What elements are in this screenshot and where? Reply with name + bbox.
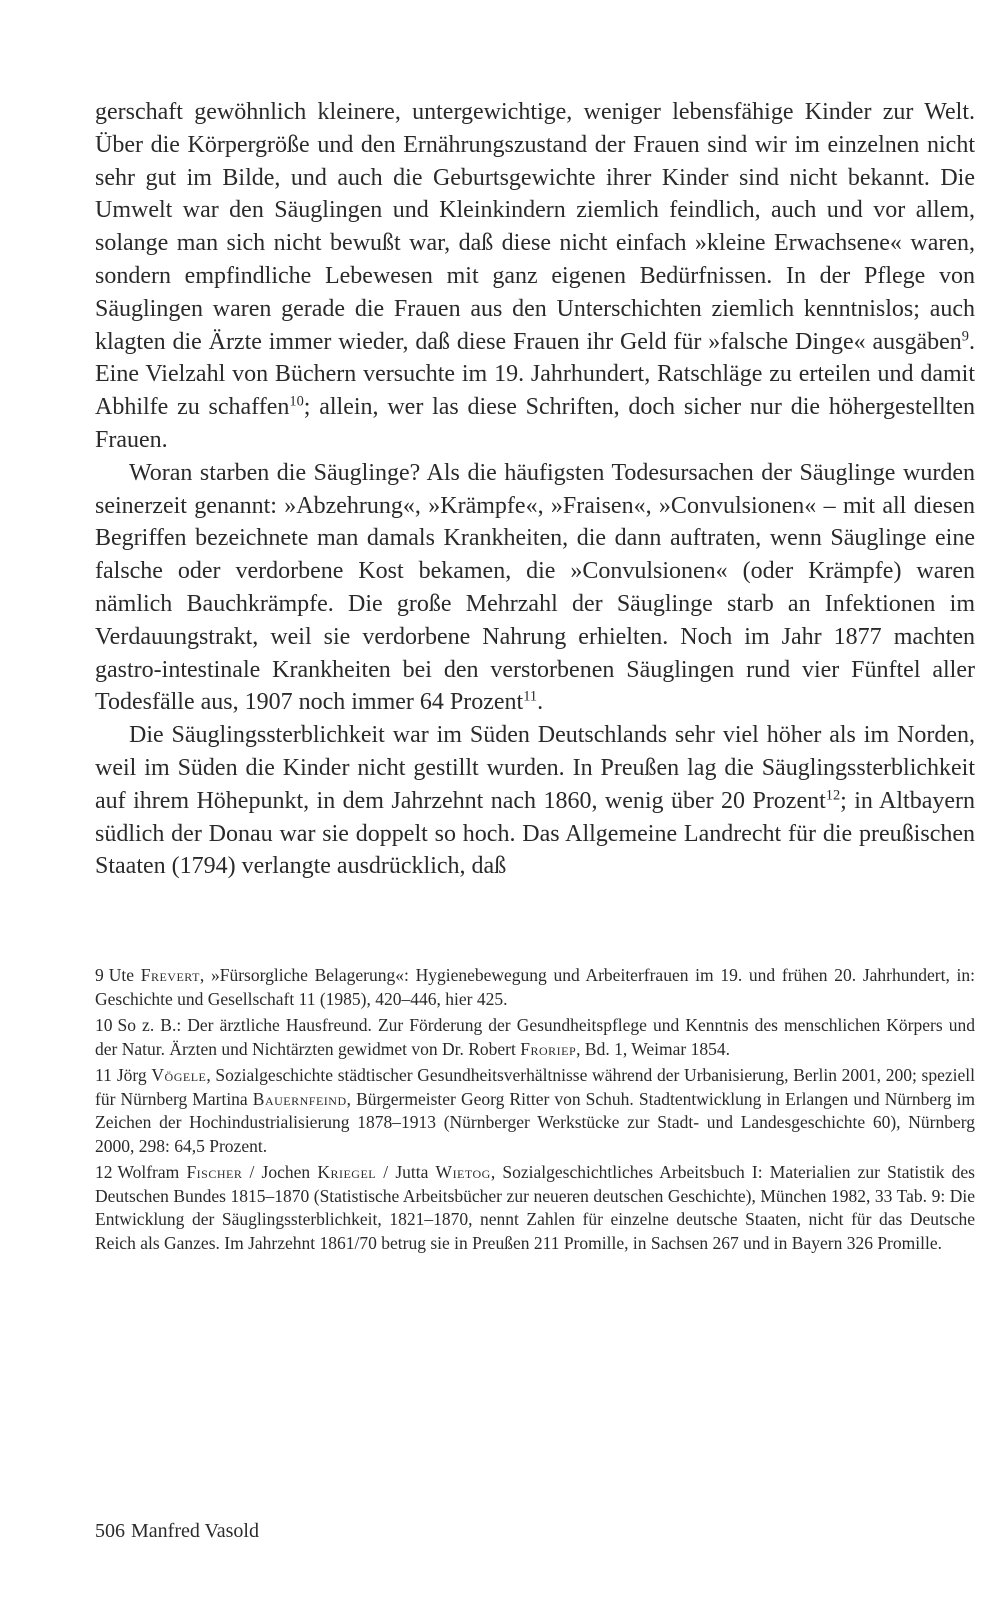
text-run: gerschaft gewöhnlich kleinere, untergewichtige, weniger lebensfähige Kinder zur Welt. Über die Körpergröße und den Ernährungszustand der Frauen sind wir im einzelnen nicht sehr gut im Bilde, und auch die Geburtsgewichte ihrer Kinder sind nicht bekannt. Die Umwelt war den Säuglingen und Kleinkindern ziemlich feindlich, auch und vor allem, solange man sich nicht bewußt war, daß diese nicht einfach »kleine Erwachsene« waren, sondern empfindliche Lebewesen mit ganz eigenen Bedürfnissen. In der Pflege von Säuglingen waren gerade die Frauen aus den Unterschichten ziemlich kenntnislos; auch klagten die Ärzte immer wieder, daß diese Frauen ihr Geld für »falsche Dinge« ausgäben [95,99,975,355]
footnote-reference: 10 [289,393,304,410]
text-run: ; allein, wer las diese Schriften, doch sicher nur die höhergestellten Frauen. [95,394,975,453]
text-run: / Jochen [242,1162,318,1182]
running-author: Manfred Vasold [131,1520,259,1542]
footnote-reference: 11 [523,688,538,705]
footnote [95,964,975,1011]
footnote [95,1064,975,1158]
author-surname: Wietog [435,1162,491,1182]
footnotes [95,964,975,1258]
paragraph [95,457,975,719]
author-surname: Vögele [151,1065,207,1085]
text-run: Jörg [116,1065,152,1085]
paragraph [95,96,975,457]
body-text [95,96,975,883]
page-number: 506 [95,1520,125,1542]
text-run: Die Säuglingssterblichkeit war im Süden Deutschlands sehr viel höher als im Norden, weil im Süden die Kinder nicht gestillt wurden. In Preußen lag die Säuglingssterblichkeit auf ihrem Höhepunkt, in dem Jahrzehnt nach 1860, wenig über 20 Prozent [95,722,975,814]
text-run: , Bd. 1, Weimar 1854. [576,1038,730,1059]
book-page [95,96,976,1542]
footnote-number: 11 [95,1065,112,1085]
text-run: , Bürgermeister Georg Ritter von Schuh. Stadtentwicklung in Erlangen und Nürnberg im Zeichen der Hochindustrialisierung 1878–1913 (Nürnberger Werkstücke zur Stadt- und Landesgeschichte 60), Nürnberg 2000, 298: 64,5 Prozent. [95,1088,975,1156]
author-surname: Kriegel [317,1162,377,1182]
text-run: . Eine Vielzahl von Büchern versuchte im 19. Jahrhundert, Ratschläge zu erteilen und damit Abhilfe zu schaffen [95,328,975,421]
text-run: Woran starben die Säuglinge? Als die häufigsten Todesursachen der Säuglinge wurden seinerzeit genannt: »Abzehrung«, »Krämpfe«, »Fraisen«, »Convulsionen« – mit all diesen Begriffen bezeichnete man damals Krankheiten, die dann auftraten, wenn Säuglinge eine falsche oder verdorbene Kost bekamen, die »Convulsionen« (oder Krämpfe) waren nämlich Bauchkrämpfe. Die große Mehrzahl der Säuglinge starb an Infektionen im Verdauungstrakt, weil sie verdorbene Nahrung erhielten. Noch im Jahr 1877 machten gastro-intestinale Krankheiten bei den verstorbenen Säuglingen rund vier Fünftel aller Todesfälle aus, 1907 noch immer 64 Prozent [95,459,975,716]
text-run: , »Fürsorgliche Belagerung«: Hygienebewegung und Arbeiterfrauen im 19. und frühen 20. Jahrhundert, in: Geschichte und Gesellschaft 11 (1985), 420–446, hier 425. [95,965,975,1009]
text-run: So z. B.: Der ärztliche Hausfreund. Zur Förderung der Gesundheitspflege und Kenntnis des menschlichen Körpers und der Natur. Ärzten und Nichtärzten gewidmet von Dr. Robert [95,1015,975,1059]
footnote-number: 12 [95,1162,113,1182]
text-run: . [537,689,544,716]
text-run: Ute [108,965,141,985]
author-surname: Bauernfeind [252,1088,347,1109]
text-run: ; in Altbayern südlich der Donau war sie doppelt so hoch. Das Allgemeine Landrecht für die preußischen Staaten (1794) verlangte ausdrücklich, daß [95,787,975,880]
paragraph [95,719,975,883]
text-run: , Sozialgeschichtliches Arbeitsbuch I: Materialien zur Statistik des Deutschen Bundes 1815–1870 (Statistische Arbeitsbücher zur neueren deutschen Geschichte), München 1982, 33 Tab. 9: Die Entwicklung der Säuglingssterblichkeit, 1821–1870, nennt Zahlen für einzelne deutsche Staaten, nicht für das Deutsche Reich als Ganzes. Im Jahrzehnt 1861/70 betrug sie in Preußen 211 Promille, in Sachsen 267 und in Bayern 326 Promille. [95,1162,975,1253]
footnote-number: 10 [95,1015,113,1035]
author-surname: Fischer [186,1162,243,1182]
text-run: Wolfram [117,1162,187,1182]
footnote-number: 9 [95,965,104,985]
footnote-reference: 9 [961,327,969,344]
footnote-reference: 12 [825,787,841,804]
author-surname: Froriep [520,1038,577,1059]
page-footer [95,1518,259,1544]
author-surname: Frevert [140,965,200,985]
text-run: , Sozialgeschichte städtischer Gesundheitsverhältnisse während der Urbanisierung, Berlin 2001, 200; speziell für Nürnberg Martina [95,1065,976,1109]
text-run: / Jutta [376,1162,436,1182]
footnote [95,1014,975,1061]
footnote [95,1161,975,1255]
